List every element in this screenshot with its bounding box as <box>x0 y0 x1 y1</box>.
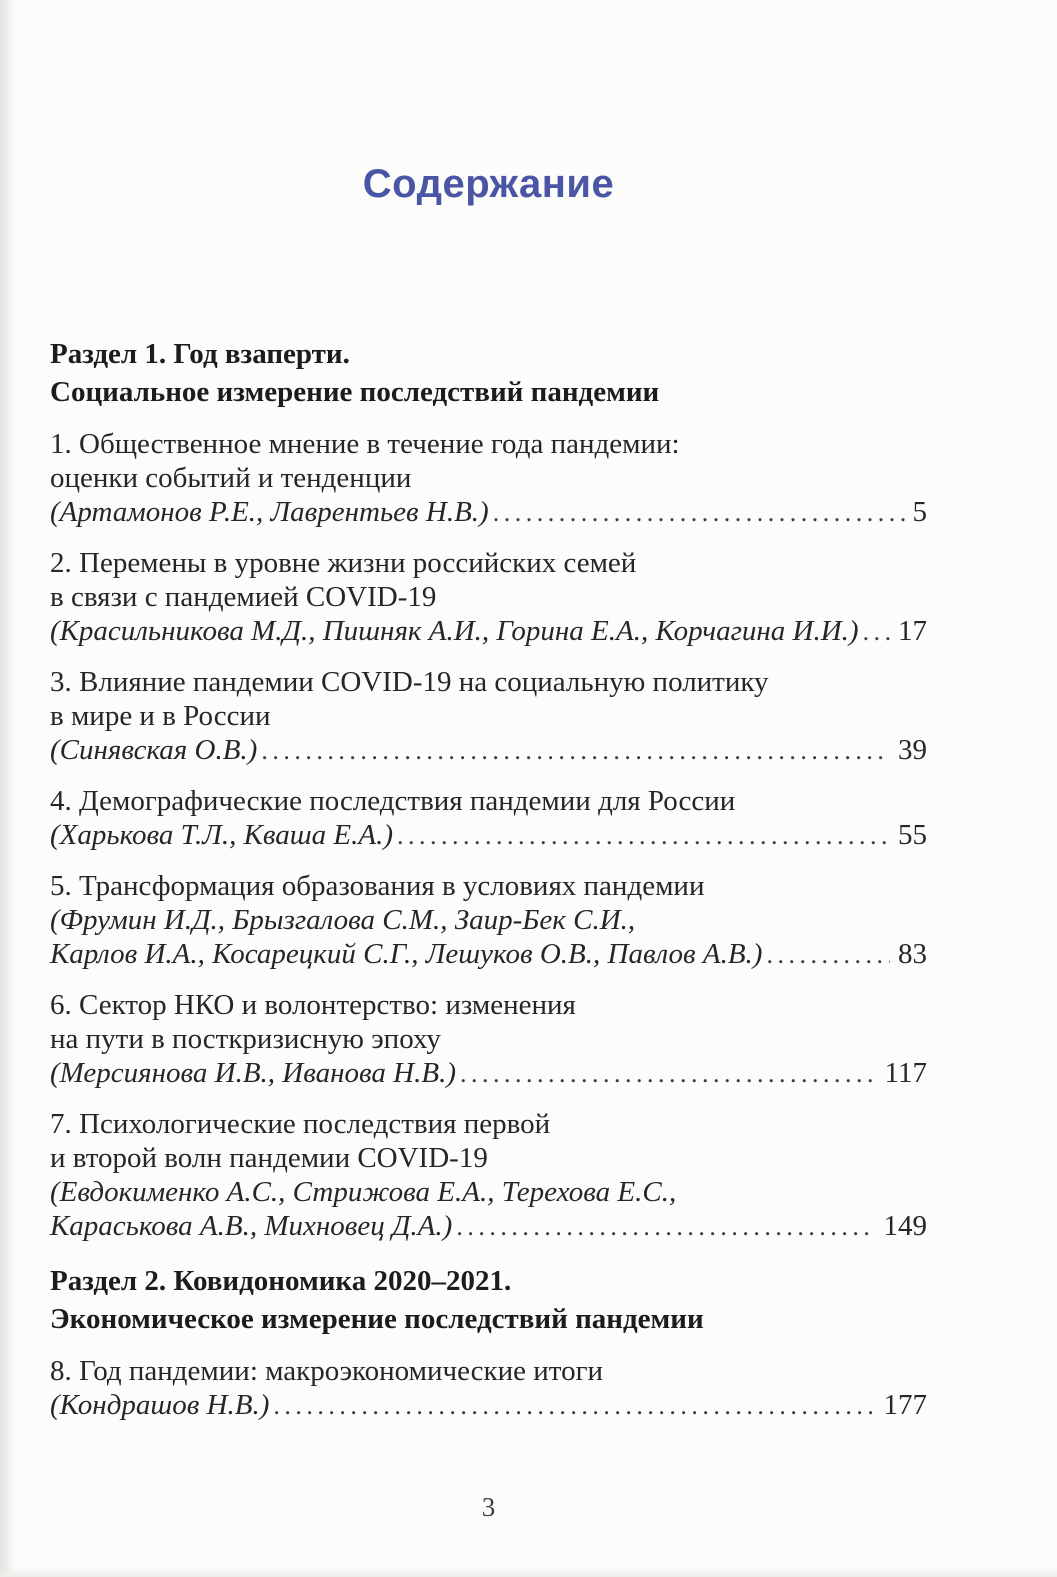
entry-title-line: 4. Демографические последствия пандемии для России <box>50 785 736 817</box>
toc-entry <box>50 1354 927 1423</box>
entry-leader-line <box>50 1056 927 1091</box>
entry-leader-line <box>50 818 927 853</box>
entry-title-line: 8. Год пандемии: макроэкономические итоги <box>50 1355 603 1387</box>
page-edge-shadow-left <box>0 0 16 1577</box>
entry-leader-line <box>50 733 927 768</box>
entry-page-number: 83 <box>898 938 927 970</box>
toc-entry <box>50 427 927 530</box>
page-content <box>50 160 927 1439</box>
dot-leader <box>456 1210 875 1244</box>
toc-entry <box>50 988 927 1091</box>
entry-authors: (Харькова Т.Л., Кваша Е.А.) <box>50 819 393 851</box>
entry-leader-line <box>50 614 927 649</box>
dot-leader <box>863 615 890 649</box>
entry-title-line: 3. Влияние пандемии COVID-19 на социальную политику <box>50 666 769 698</box>
toc-entry <box>50 869 927 972</box>
folio-page-number: 3 <box>481 1492 496 1522</box>
entry-authors: (Артамонов Р.Е., Лаврентьев Н.В.) <box>50 496 489 528</box>
section-entries <box>50 1354 927 1423</box>
section-heading <box>50 335 927 411</box>
dot-leader <box>397 819 890 853</box>
entry-authors-line: (Фрумин И.Д., Брызгалова С.М., Заир-Бек С.И., <box>50 904 636 936</box>
entry-leader-line <box>50 495 927 530</box>
dot-leader <box>273 1389 875 1423</box>
entry-page-number: 55 <box>898 819 927 851</box>
toc-section <box>50 1262 927 1423</box>
dot-leader <box>493 496 905 530</box>
page-edge-shadow-bottom <box>0 1567 1057 1577</box>
entry-authors: (Красильникова М.Д., Пишняк А.И., Горина Е.А., Корчагина И.И.) <box>50 615 859 647</box>
entry-leader-line <box>50 1388 927 1423</box>
entry-title-line: и второй волн пандемии COVID-19 <box>50 1142 488 1174</box>
entry-title-line: оценки событий и тенденции <box>50 462 412 494</box>
entry-authors: (Кондрашов Н.В.) <box>50 1389 270 1421</box>
toc-section <box>50 335 927 1244</box>
toc-entry <box>50 1107 927 1244</box>
entry-title-line: 5. Трансформация образования в условиях пандемии <box>50 870 705 902</box>
entry-title-line: 2. Перемены в уровне жизни российских семей <box>50 547 637 579</box>
entry-page-number: 39 <box>898 734 927 766</box>
entry-authors: Караськова А.В., Михновец Д.А.) <box>50 1210 453 1242</box>
entry-title-line: 6. Сектор НКО и волонтерство: изменения <box>50 989 576 1021</box>
section-heading-line: Раздел 1. Год взаперти. <box>50 338 350 370</box>
entry-title-line: в связи с пандемией COVID-19 <box>50 581 437 613</box>
entry-page-number: 17 <box>898 615 927 647</box>
section-heading-line: Раздел 2. Ковидономика 2020–2021. <box>50 1265 512 1297</box>
toc-entry <box>50 546 927 649</box>
entry-page-number: 117 <box>884 1057 927 1089</box>
section-heading-line: Экономическое измерение последствий пандемии <box>50 1303 704 1335</box>
dot-leader <box>261 734 890 768</box>
entry-title-line: на пути в посткризисную эпоху <box>50 1023 441 1055</box>
entry-authors: (Мерсиянова И.В., Иванова Н.В.) <box>50 1057 456 1089</box>
entry-authors: Карлов И.А., Косарецкий С.Г., Лешуков О.В., Павлов А.В.) <box>50 938 763 970</box>
entry-title-line: в мире и в России <box>50 700 271 732</box>
toc-entry <box>50 784 927 853</box>
table-of-contents <box>50 335 927 1423</box>
dot-leader <box>766 938 890 972</box>
page-title: Содержание <box>362 162 615 206</box>
section-entries <box>50 427 927 1244</box>
entry-leader-line <box>50 1209 927 1244</box>
entry-title-line: 7. Психологические последствия первой <box>50 1108 551 1140</box>
entry-authors-line: (Евдокименко А.С., Стрижова Е.А., Терехова Е.С., <box>50 1176 677 1208</box>
section-heading <box>50 1262 927 1338</box>
section-heading-line: Социальное измерение последствий пандемии <box>50 376 660 408</box>
toc-entry <box>50 665 927 768</box>
entry-page-number: 177 <box>883 1389 927 1421</box>
entry-page-number: 149 <box>883 1210 927 1242</box>
entry-title-line: 1. Общественное мнение в течение года пандемии: <box>50 428 680 460</box>
entry-page-number: 5 <box>912 496 927 528</box>
entry-authors: (Синявская О.В.) <box>50 734 258 766</box>
entry-leader-line <box>50 937 927 972</box>
dot-leader <box>460 1057 877 1091</box>
